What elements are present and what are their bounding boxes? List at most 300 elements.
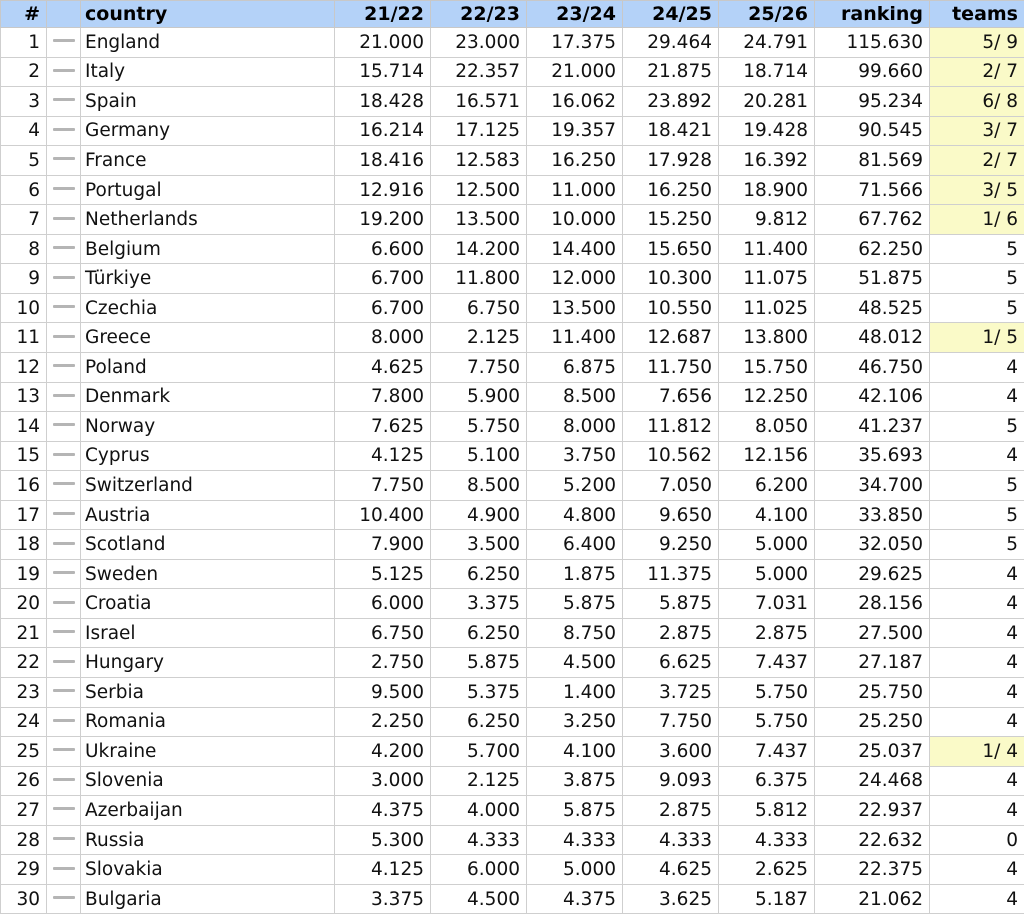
season-25-26-cell: 7.031 xyxy=(719,589,815,619)
teams-cell: 4 xyxy=(930,559,1024,589)
no-change-dash-icon xyxy=(53,689,75,692)
season-21-22-cell: 6.700 xyxy=(335,293,431,323)
no-change-dash-icon xyxy=(53,748,75,751)
no-change-dash-icon xyxy=(53,719,75,722)
movement-cell xyxy=(47,205,81,235)
no-change-dash-icon xyxy=(53,128,75,131)
season-23-24-cell: 4.500 xyxy=(527,648,623,678)
table-row[interactable] xyxy=(1,441,1024,471)
header-season-22-23[interactable]: 22/23 xyxy=(431,1,527,28)
table-row[interactable] xyxy=(1,530,1024,560)
movement-cell xyxy=(47,707,81,737)
season-21-22-cell: 10.400 xyxy=(335,500,431,530)
season-23-24-cell: 6.875 xyxy=(527,353,623,383)
table-row[interactable] xyxy=(1,618,1024,648)
teams-cell: 5 xyxy=(930,293,1024,323)
rank-cell: 3 xyxy=(1,87,47,117)
country-cell: Spain xyxy=(81,87,335,117)
table-row[interactable] xyxy=(1,766,1024,796)
movement-cell xyxy=(47,766,81,796)
table-row[interactable] xyxy=(1,264,1024,294)
table-row[interactable] xyxy=(1,353,1024,383)
season-23-24-cell: 4.100 xyxy=(527,737,623,767)
table-row[interactable] xyxy=(1,855,1024,885)
season-24-25-cell: 2.875 xyxy=(623,618,719,648)
table-row[interactable] xyxy=(1,678,1024,708)
season-25-26-cell: 24.791 xyxy=(719,28,815,58)
season-21-22-cell: 5.125 xyxy=(335,559,431,589)
no-change-dash-icon xyxy=(53,187,75,190)
season-25-26-cell: 20.281 xyxy=(719,87,815,117)
no-change-dash-icon xyxy=(53,423,75,426)
movement-cell xyxy=(47,737,81,767)
no-change-dash-icon xyxy=(53,453,75,456)
movement-cell xyxy=(47,500,81,530)
season-24-25-cell: 18.421 xyxy=(623,116,719,146)
country-cell: Bulgaria xyxy=(81,884,335,914)
teams-cell: 4 xyxy=(930,884,1024,914)
teams-cell: 4 xyxy=(930,353,1024,383)
movement-cell xyxy=(47,353,81,383)
season-21-22-cell: 8.000 xyxy=(335,323,431,353)
rank-cell: 2 xyxy=(1,57,47,87)
season-24-25-cell: 3.600 xyxy=(623,737,719,767)
ranking-cell: 51.875 xyxy=(815,264,930,294)
season-21-22-cell: 4.200 xyxy=(335,737,431,767)
season-24-25-cell: 7.750 xyxy=(623,707,719,737)
season-25-26-cell: 6.375 xyxy=(719,766,815,796)
season-23-24-cell: 4.800 xyxy=(527,500,623,530)
season-25-26-cell: 11.075 xyxy=(719,264,815,294)
ranking-cell: 81.569 xyxy=(815,146,930,176)
movement-cell xyxy=(47,175,81,205)
season-25-26-cell: 7.437 xyxy=(719,648,815,678)
header-season-24-25[interactable]: 24/25 xyxy=(623,1,719,28)
country-cell: Greece xyxy=(81,323,335,353)
no-change-dash-icon xyxy=(53,571,75,574)
season-23-24-cell: 8.750 xyxy=(527,618,623,648)
season-23-24-cell: 16.062 xyxy=(527,87,623,117)
rank-cell: 21 xyxy=(1,618,47,648)
ranking-cell: 67.762 xyxy=(815,205,930,235)
season-22-23-cell: 5.100 xyxy=(431,441,527,471)
no-change-dash-icon xyxy=(53,630,75,633)
season-21-22-cell: 3.000 xyxy=(335,766,431,796)
ranking-cell: 25.037 xyxy=(815,737,930,767)
season-22-23-cell: 4.900 xyxy=(431,500,527,530)
season-23-24-cell: 21.000 xyxy=(527,57,623,87)
season-22-23-cell: 16.571 xyxy=(431,87,527,117)
season-24-25-cell: 9.093 xyxy=(623,766,719,796)
table-row[interactable] xyxy=(1,87,1024,117)
country-cell: Italy xyxy=(81,57,335,87)
season-22-23-cell: 5.700 xyxy=(431,737,527,767)
header-movement xyxy=(47,1,81,28)
ranking-cell: 34.700 xyxy=(815,471,930,501)
table-row[interactable] xyxy=(1,500,1024,530)
no-change-dash-icon xyxy=(53,778,75,781)
teams-cell: 4 xyxy=(930,441,1024,471)
season-22-23-cell: 3.500 xyxy=(431,530,527,560)
season-23-24-cell: 11.400 xyxy=(527,323,623,353)
season-23-24-cell: 11.000 xyxy=(527,175,623,205)
season-21-22-cell: 7.625 xyxy=(335,412,431,442)
season-21-22-cell: 4.625 xyxy=(335,353,431,383)
season-22-23-cell: 23.000 xyxy=(431,28,527,58)
season-21-22-cell: 18.416 xyxy=(335,146,431,176)
country-cell: Cyprus xyxy=(81,441,335,471)
season-24-25-cell: 11.375 xyxy=(623,559,719,589)
header-rank[interactable]: # xyxy=(1,1,47,28)
season-21-22-cell: 4.125 xyxy=(335,441,431,471)
season-22-23-cell: 2.125 xyxy=(431,766,527,796)
season-21-22-cell: 18.428 xyxy=(335,87,431,117)
country-cell: Romania xyxy=(81,707,335,737)
season-24-25-cell: 21.875 xyxy=(623,57,719,87)
teams-cell: 4 xyxy=(930,648,1024,678)
season-24-25-cell: 23.892 xyxy=(623,87,719,117)
season-24-25-cell: 29.464 xyxy=(623,28,719,58)
season-22-23-cell: 5.900 xyxy=(431,382,527,412)
ranking-cell: 62.250 xyxy=(815,234,930,264)
teams-cell: 3/ 5 xyxy=(930,175,1024,205)
header-season-23-24[interactable]: 23/24 xyxy=(527,1,623,28)
no-change-dash-icon xyxy=(53,276,75,279)
season-24-25-cell: 12.687 xyxy=(623,323,719,353)
ranking-cell: 33.850 xyxy=(815,500,930,530)
season-21-22-cell: 6.600 xyxy=(335,234,431,264)
table-row[interactable] xyxy=(1,471,1024,501)
rank-cell: 15 xyxy=(1,441,47,471)
ranking-cell: 21.062 xyxy=(815,884,930,914)
rank-cell: 7 xyxy=(1,205,47,235)
ranking-cell: 28.156 xyxy=(815,589,930,619)
teams-cell: 5 xyxy=(930,412,1024,442)
season-21-22-cell: 21.000 xyxy=(335,28,431,58)
rank-cell: 30 xyxy=(1,884,47,914)
season-24-25-cell: 10.300 xyxy=(623,264,719,294)
country-cell: Scotland xyxy=(81,530,335,560)
season-25-26-cell: 7.437 xyxy=(719,737,815,767)
rank-cell: 4 xyxy=(1,116,47,146)
teams-cell: 4 xyxy=(930,766,1024,796)
table-row[interactable] xyxy=(1,884,1024,914)
no-change-dash-icon xyxy=(53,896,75,899)
header-row xyxy=(1,1,1024,28)
teams-cell: 2/ 7 xyxy=(930,146,1024,176)
season-24-25-cell: 11.750 xyxy=(623,353,719,383)
season-21-22-cell: 4.375 xyxy=(335,796,431,826)
season-25-26-cell: 15.750 xyxy=(719,353,815,383)
season-24-25-cell: 7.656 xyxy=(623,382,719,412)
movement-cell xyxy=(47,382,81,412)
rank-cell: 12 xyxy=(1,353,47,383)
season-25-26-cell: 4.100 xyxy=(719,500,815,530)
rank-cell: 14 xyxy=(1,412,47,442)
table-row[interactable] xyxy=(1,175,1024,205)
season-22-23-cell: 6.250 xyxy=(431,707,527,737)
rank-cell: 5 xyxy=(1,146,47,176)
season-22-23-cell: 5.875 xyxy=(431,648,527,678)
rank-cell: 29 xyxy=(1,855,47,885)
season-25-26-cell: 16.392 xyxy=(719,146,815,176)
ranking-cell: 99.660 xyxy=(815,57,930,87)
rank-cell: 6 xyxy=(1,175,47,205)
table-row[interactable] xyxy=(1,293,1024,323)
season-25-26-cell: 2.625 xyxy=(719,855,815,885)
season-23-24-cell: 1.875 xyxy=(527,559,623,589)
season-23-24-cell: 1.400 xyxy=(527,678,623,708)
season-22-23-cell: 5.375 xyxy=(431,678,527,708)
table-row[interactable] xyxy=(1,559,1024,589)
rank-cell: 19 xyxy=(1,559,47,589)
country-cell: Poland xyxy=(81,353,335,383)
season-22-23-cell: 7.750 xyxy=(431,353,527,383)
rank-cell: 25 xyxy=(1,737,47,767)
season-23-24-cell: 3.250 xyxy=(527,707,623,737)
teams-cell: 5 xyxy=(930,530,1024,560)
teams-cell: 5/ 9 xyxy=(930,28,1024,58)
movement-cell xyxy=(47,412,81,442)
season-25-26-cell: 9.812 xyxy=(719,205,815,235)
table-row[interactable] xyxy=(1,825,1024,855)
season-25-26-cell: 11.400 xyxy=(719,234,815,264)
season-23-24-cell: 12.000 xyxy=(527,264,623,294)
season-25-26-cell: 5.000 xyxy=(719,559,815,589)
season-21-22-cell: 4.125 xyxy=(335,855,431,885)
no-change-dash-icon xyxy=(53,542,75,545)
season-25-26-cell: 5.750 xyxy=(719,707,815,737)
season-22-23-cell: 3.375 xyxy=(431,589,527,619)
country-cell: Hungary xyxy=(81,648,335,678)
country-cell: Denmark xyxy=(81,382,335,412)
table-body xyxy=(1,28,1024,914)
season-24-25-cell: 4.625 xyxy=(623,855,719,885)
no-change-dash-icon xyxy=(53,98,75,101)
movement-cell xyxy=(47,57,81,87)
season-25-26-cell: 18.900 xyxy=(719,175,815,205)
season-22-23-cell: 5.750 xyxy=(431,412,527,442)
season-22-23-cell: 4.000 xyxy=(431,796,527,826)
season-22-23-cell: 8.500 xyxy=(431,471,527,501)
movement-cell xyxy=(47,441,81,471)
season-24-25-cell: 3.625 xyxy=(623,884,719,914)
no-change-dash-icon xyxy=(53,601,75,604)
season-21-22-cell: 2.750 xyxy=(335,648,431,678)
rank-cell: 10 xyxy=(1,293,47,323)
rank-cell: 18 xyxy=(1,530,47,560)
movement-cell xyxy=(47,28,81,58)
header-country[interactable]: country xyxy=(81,1,335,28)
country-cell: Slovakia xyxy=(81,855,335,885)
season-22-23-cell: 6.750 xyxy=(431,293,527,323)
teams-cell: 4 xyxy=(930,382,1024,412)
ranking-cell: 27.187 xyxy=(815,648,930,678)
season-23-24-cell: 5.200 xyxy=(527,471,623,501)
movement-cell xyxy=(47,796,81,826)
rank-cell: 8 xyxy=(1,234,47,264)
table-row[interactable] xyxy=(1,796,1024,826)
movement-cell xyxy=(47,146,81,176)
header-ranking[interactable]: ranking xyxy=(815,1,930,28)
country-cell: Netherlands xyxy=(81,205,335,235)
country-cell: Sweden xyxy=(81,559,335,589)
season-24-25-cell: 15.650 xyxy=(623,234,719,264)
season-25-26-cell: 6.200 xyxy=(719,471,815,501)
teams-cell: 4 xyxy=(930,678,1024,708)
movement-cell xyxy=(47,323,81,353)
season-23-24-cell: 10.000 xyxy=(527,205,623,235)
ranking-cell: 48.012 xyxy=(815,323,930,353)
no-change-dash-icon xyxy=(53,807,75,810)
rank-cell: 16 xyxy=(1,471,47,501)
teams-cell: 5 xyxy=(930,264,1024,294)
country-cell: Switzerland xyxy=(81,471,335,501)
country-cell: Russia xyxy=(81,825,335,855)
teams-cell: 1/ 4 xyxy=(930,737,1024,767)
table-row[interactable] xyxy=(1,737,1024,767)
season-24-25-cell: 7.050 xyxy=(623,471,719,501)
ranking-cell: 25.750 xyxy=(815,678,930,708)
season-25-26-cell: 8.050 xyxy=(719,412,815,442)
table-row[interactable] xyxy=(1,57,1024,87)
season-24-25-cell: 9.250 xyxy=(623,530,719,560)
table-row[interactable] xyxy=(1,323,1024,353)
country-cell: Slovenia xyxy=(81,766,335,796)
season-21-22-cell: 15.714 xyxy=(335,57,431,87)
table-row[interactable] xyxy=(1,648,1024,678)
table-row[interactable] xyxy=(1,234,1024,264)
season-22-23-cell: 6.250 xyxy=(431,559,527,589)
season-22-23-cell: 4.500 xyxy=(431,884,527,914)
movement-cell xyxy=(47,825,81,855)
season-23-24-cell: 5.875 xyxy=(527,796,623,826)
teams-cell: 2/ 7 xyxy=(930,57,1024,87)
ranking-cell: 48.525 xyxy=(815,293,930,323)
movement-cell xyxy=(47,678,81,708)
country-cell: Belgium xyxy=(81,234,335,264)
teams-cell: 0 xyxy=(930,825,1024,855)
rank-cell: 24 xyxy=(1,707,47,737)
teams-cell: 5 xyxy=(930,500,1024,530)
no-change-dash-icon xyxy=(53,69,75,72)
season-21-22-cell: 5.300 xyxy=(335,825,431,855)
table-row[interactable] xyxy=(1,28,1024,58)
country-cell: Czechia xyxy=(81,293,335,323)
season-24-25-cell: 4.333 xyxy=(623,825,719,855)
season-22-23-cell: 6.000 xyxy=(431,855,527,885)
season-23-24-cell: 3.750 xyxy=(527,441,623,471)
season-25-26-cell: 5.000 xyxy=(719,530,815,560)
season-21-22-cell: 16.214 xyxy=(335,116,431,146)
teams-cell: 6/ 8 xyxy=(930,87,1024,117)
movement-cell xyxy=(47,293,81,323)
table-row[interactable] xyxy=(1,707,1024,737)
country-cell: Norway xyxy=(81,412,335,442)
movement-cell xyxy=(47,618,81,648)
season-23-24-cell: 13.500 xyxy=(527,293,623,323)
movement-cell xyxy=(47,559,81,589)
teams-cell: 4 xyxy=(930,855,1024,885)
no-change-dash-icon xyxy=(53,482,75,485)
country-cell: Serbia xyxy=(81,678,335,708)
header-season-21-22[interactable]: 21/22 xyxy=(335,1,431,28)
no-change-dash-icon xyxy=(53,335,75,338)
table-row[interactable] xyxy=(1,146,1024,176)
season-22-23-cell: 12.500 xyxy=(431,175,527,205)
no-change-dash-icon xyxy=(53,837,75,840)
rank-cell: 1 xyxy=(1,28,47,58)
country-cell: Ukraine xyxy=(81,737,335,767)
movement-cell xyxy=(47,471,81,501)
season-22-23-cell: 11.800 xyxy=(431,264,527,294)
season-21-22-cell: 6.000 xyxy=(335,589,431,619)
season-23-24-cell: 16.250 xyxy=(527,146,623,176)
movement-cell xyxy=(47,116,81,146)
country-cell: Austria xyxy=(81,500,335,530)
movement-cell xyxy=(47,648,81,678)
season-21-22-cell: 9.500 xyxy=(335,678,431,708)
table-row[interactable] xyxy=(1,589,1024,619)
header-teams[interactable]: teams xyxy=(930,1,1024,28)
season-22-23-cell: 4.333 xyxy=(431,825,527,855)
season-23-24-cell: 19.357 xyxy=(527,116,623,146)
season-21-22-cell: 6.750 xyxy=(335,618,431,648)
season-23-24-cell: 14.400 xyxy=(527,234,623,264)
season-23-24-cell: 4.375 xyxy=(527,884,623,914)
teams-cell: 1/ 5 xyxy=(930,323,1024,353)
season-24-25-cell: 9.650 xyxy=(623,500,719,530)
table-row[interactable] xyxy=(1,116,1024,146)
ranking-cell: 27.500 xyxy=(815,618,930,648)
table-row[interactable] xyxy=(1,412,1024,442)
season-21-22-cell: 12.916 xyxy=(335,175,431,205)
rank-cell: 22 xyxy=(1,648,47,678)
season-22-23-cell: 17.125 xyxy=(431,116,527,146)
ranking-cell: 25.250 xyxy=(815,707,930,737)
season-25-26-cell: 12.156 xyxy=(719,441,815,471)
no-change-dash-icon xyxy=(53,217,75,220)
season-23-24-cell: 8.000 xyxy=(527,412,623,442)
rank-cell: 13 xyxy=(1,382,47,412)
rank-cell: 26 xyxy=(1,766,47,796)
season-23-24-cell: 3.875 xyxy=(527,766,623,796)
no-change-dash-icon xyxy=(53,867,75,870)
header-season-25-26[interactable]: 25/26 xyxy=(719,1,815,28)
season-25-26-cell: 11.025 xyxy=(719,293,815,323)
season-23-24-cell: 8.500 xyxy=(527,382,623,412)
no-change-dash-icon xyxy=(53,39,75,42)
rank-cell: 23 xyxy=(1,678,47,708)
season-24-25-cell: 10.550 xyxy=(623,293,719,323)
ranking-cell: 42.106 xyxy=(815,382,930,412)
teams-cell: 4 xyxy=(930,618,1024,648)
season-25-26-cell: 13.800 xyxy=(719,323,815,353)
season-25-26-cell: 5.187 xyxy=(719,884,815,914)
season-25-26-cell: 5.812 xyxy=(719,796,815,826)
ranking-cell: 32.050 xyxy=(815,530,930,560)
no-change-dash-icon xyxy=(53,394,75,397)
country-cell: Croatia xyxy=(81,589,335,619)
ranking-cell: 22.937 xyxy=(815,796,930,826)
ranking-cell: 90.545 xyxy=(815,116,930,146)
rank-cell: 11 xyxy=(1,323,47,353)
season-22-23-cell: 2.125 xyxy=(431,323,527,353)
rank-cell: 20 xyxy=(1,589,47,619)
season-21-22-cell: 7.900 xyxy=(335,530,431,560)
table-row[interactable] xyxy=(1,205,1024,235)
table-row[interactable] xyxy=(1,382,1024,412)
